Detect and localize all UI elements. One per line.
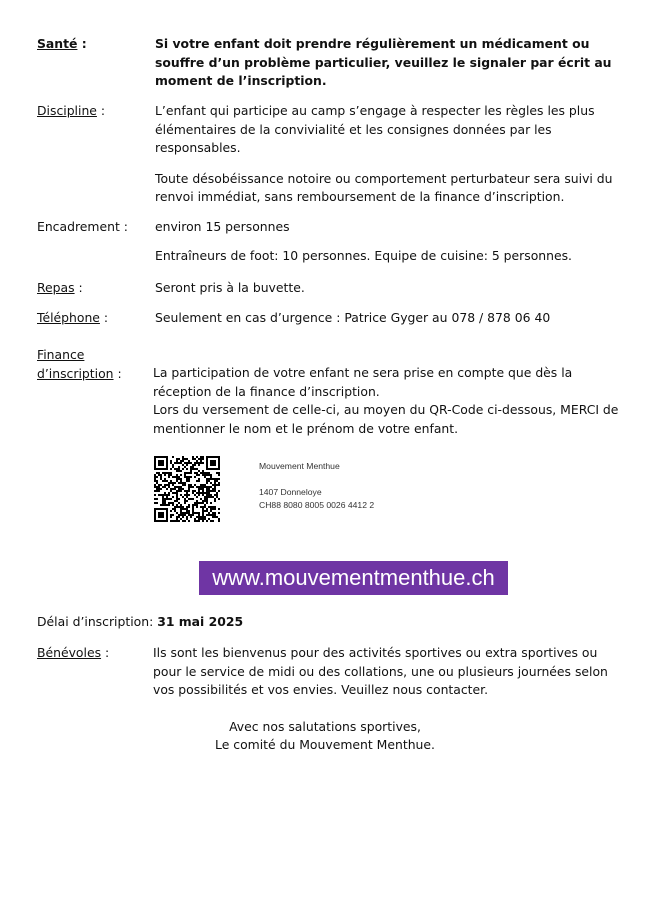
sante-text: Si votre enfant doit prendre régulièrement un médicament ou souffre d’un problème particulier, veuillez le signaler par écrit au moment de l’inscription.	[155, 36, 612, 88]
payment-block	[154, 456, 414, 526]
payment-details	[259, 460, 374, 512]
encadrement-label: Encadrement :	[37, 219, 128, 234]
repas-label: Repas :	[37, 280, 83, 295]
sante-label: Santé :	[37, 36, 87, 51]
delai-date: 31 mai 2025	[157, 614, 244, 629]
payment-iban: CH88 8080 8005 0026 4412 2	[259, 500, 375, 510]
benevoles-text: Ils sont les bienvenus pour des activités sportives ou extra sportives ou pour le service de midi ou des collations, une ou plusieurs journées selon vos possibilités et vos envies. Veuillez nous contacter.	[153, 645, 608, 697]
discipline-text	[155, 102, 620, 207]
payment-name: Mouvement Menthue	[259, 461, 340, 471]
qr-code-icon	[154, 456, 220, 522]
repas-text: Seront pris à la buvette.	[155, 280, 305, 295]
finance-paragraph-1: La participation de votre enfant ne sera prise en compte que dès la réception de la finance d’inscription.	[153, 365, 573, 399]
payment-address: 1407 Donneloye	[259, 487, 322, 497]
telephone-label: Téléphone :	[37, 310, 109, 325]
encadrement-line-2: Entraîneurs de foot: 10 personnes. Equipe de cuisine: 5 personnes.	[155, 248, 572, 263]
finance-paragraph-2: Lors du versement de celle-ci, au moyen du QR-Code ci-dessous, MERCI de mentionner le nom et le prénom de votre enfant.	[153, 402, 619, 436]
closing-line-2: Le comité du Mouvement Menthue.	[215, 737, 435, 752]
discipline-paragraph-2: Toute désobéissance notoire ou comportement perturbateur sera suivi du renvoi immédiat, sans remboursement de la finance d’inscription.	[155, 170, 613, 204]
delai-label: Délai d’inscription:	[37, 614, 154, 629]
delai-row	[37, 613, 243, 632]
encadrement-line-1: environ 15 personnes	[155, 219, 290, 234]
finance-text	[153, 364, 623, 438]
discipline-paragraph-1: L’enfant qui participe au camp s’engage à respecter les règles les plus élémentaires de la convivialité et les consignes données par les responsables.	[155, 103, 595, 155]
discipline-label: Discipline :	[37, 103, 106, 118]
website-banner[interactable]: www.mouvementmenthue.ch	[199, 561, 508, 595]
telephone-text: Seulement en cas d’urgence : Patrice Gyger au 078 / 878 06 40	[155, 310, 551, 325]
benevoles-label: Bénévoles :	[37, 645, 110, 660]
closing-line-1: Avec nos salutations sportives,	[229, 719, 421, 734]
finance-label: Finance d’inscription :	[37, 347, 122, 381]
